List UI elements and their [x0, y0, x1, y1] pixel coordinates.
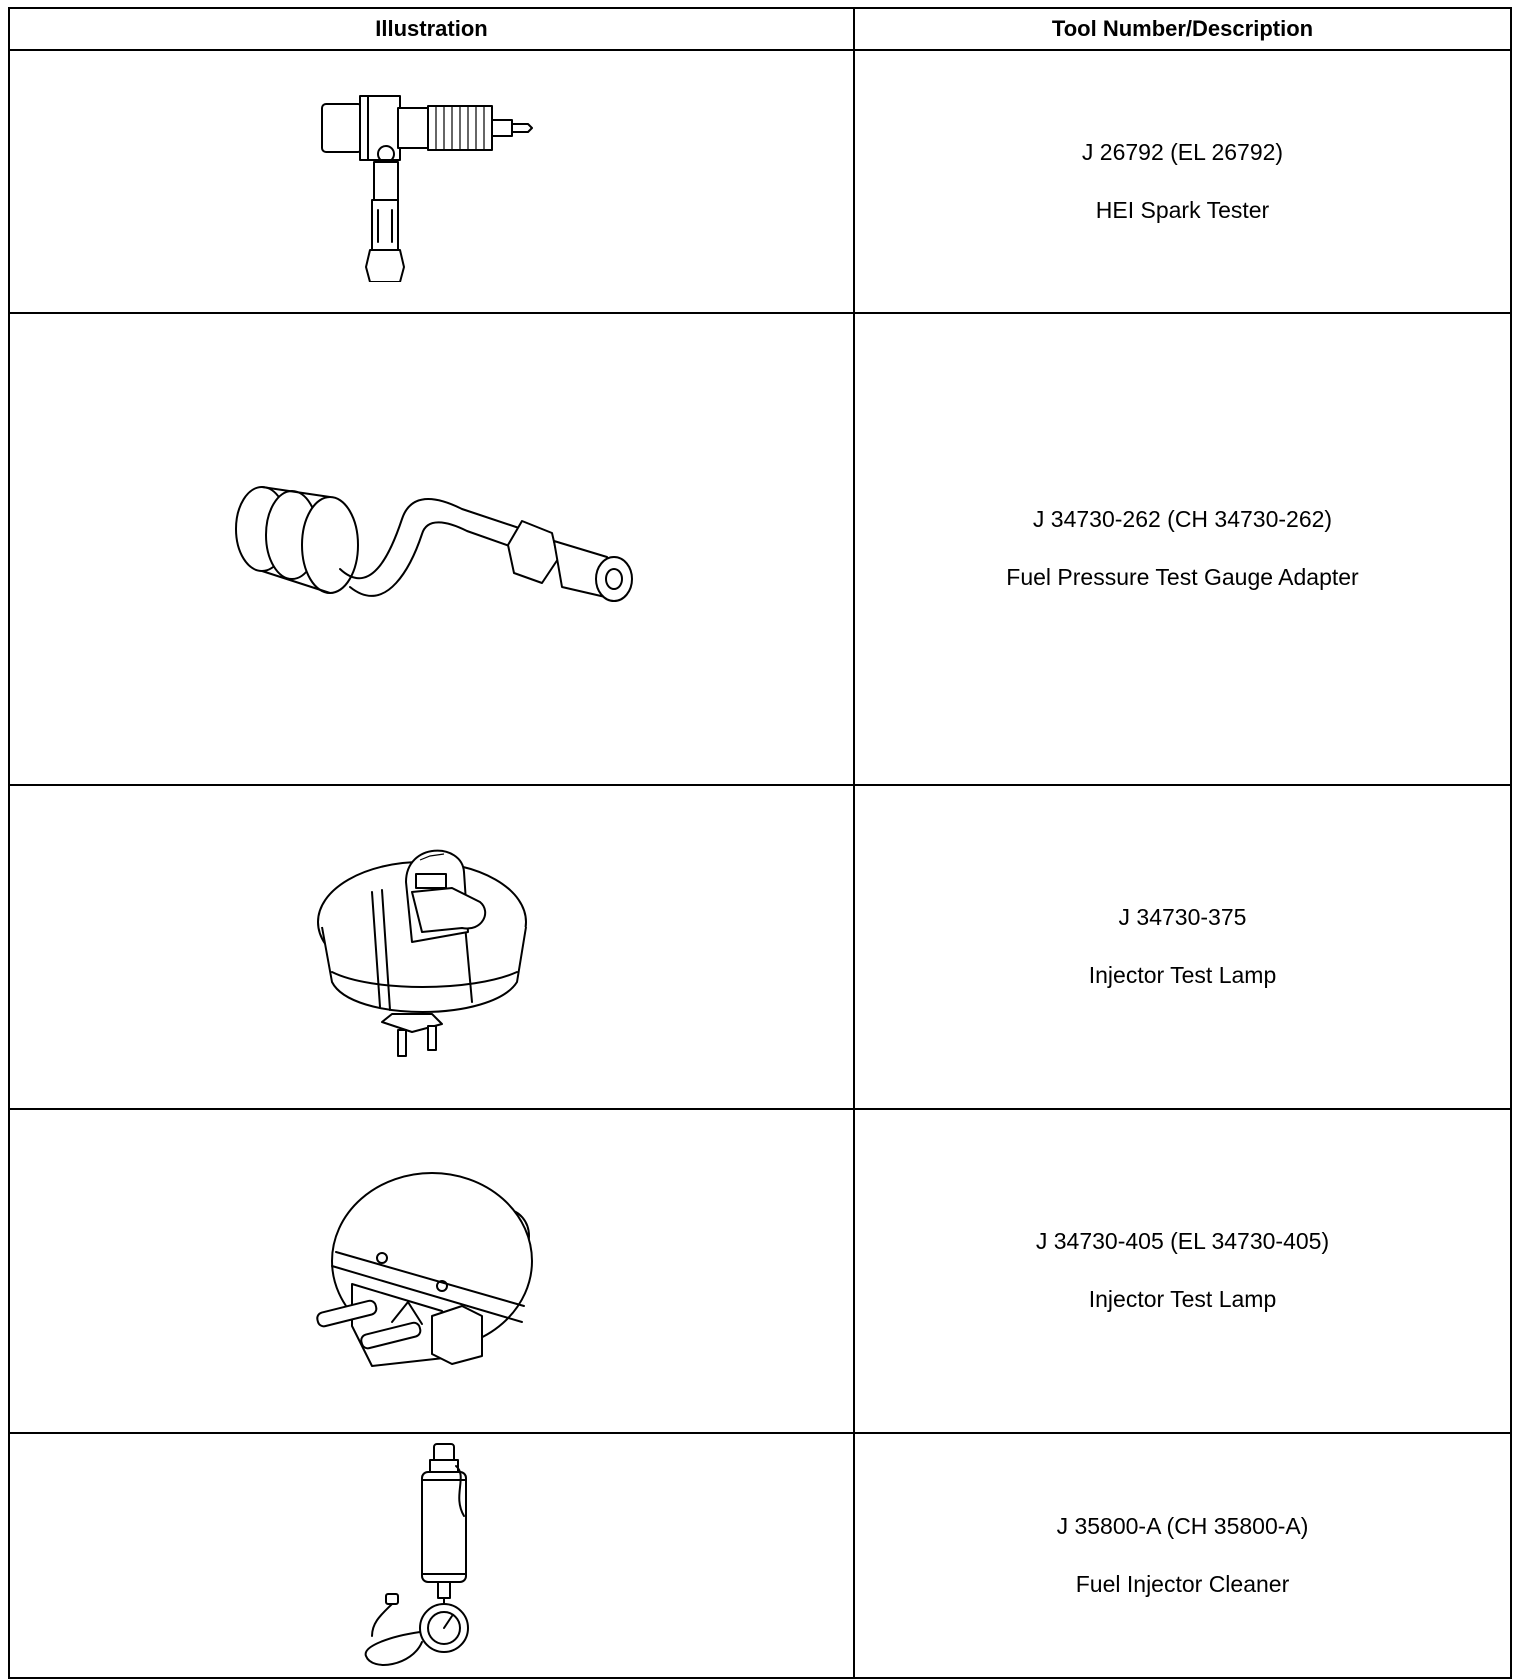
table-row: [9, 1109, 1511, 1433]
table-row: [9, 313, 1511, 785]
tool-description: Injector Test Lamp: [1088, 962, 1277, 988]
tool-description: HEI Spark Tester: [1095, 196, 1270, 223]
illustration-cell: [9, 1433, 854, 1678]
illustration-cell: [9, 1109, 854, 1433]
description-cell: [854, 50, 1511, 313]
description-cell: [854, 1109, 1511, 1433]
hei-spark-tester-icon: [302, 82, 562, 282]
table-row: [9, 1433, 1511, 1678]
tool-description: Injector Test Lamp: [1088, 1286, 1277, 1312]
tool-number: J 26792 (EL 26792): [1081, 138, 1284, 165]
illustration-cell: [9, 313, 854, 785]
description-cell: [854, 313, 1511, 785]
fuel-pressure-adapter-icon: [222, 449, 642, 649]
table-row: [9, 785, 1511, 1109]
tool-number: J 34730-405 (EL 34730-405): [1035, 1228, 1330, 1255]
description-cell: [854, 1433, 1511, 1678]
header-row: [9, 8, 1511, 50]
injector-test-lamp-icon: [312, 832, 552, 1062]
special-tools-table: [8, 7, 1512, 1679]
injector-test-lamp-icon: [312, 1166, 552, 1376]
tool-number: J 34730-375: [1118, 904, 1247, 931]
tool-number: J 34730-262 (CH 34730-262): [1032, 506, 1333, 533]
illustration-cell: [9, 785, 854, 1109]
tool-description: Fuel Pressure Test Gauge Adapter: [1006, 564, 1359, 590]
table-row: [9, 50, 1511, 313]
header-tool-number-description: Tool Number/Description: [854, 8, 1511, 50]
fuel-injector-cleaner-icon: [352, 1436, 512, 1676]
tool-description: Fuel Injector Cleaner: [1075, 1570, 1290, 1597]
header-illustration: Illustration: [9, 8, 854, 50]
description-cell: [854, 785, 1511, 1109]
illustration-cell: [9, 50, 854, 313]
tool-number: J 35800-A (CH 35800-A): [1056, 1512, 1309, 1539]
